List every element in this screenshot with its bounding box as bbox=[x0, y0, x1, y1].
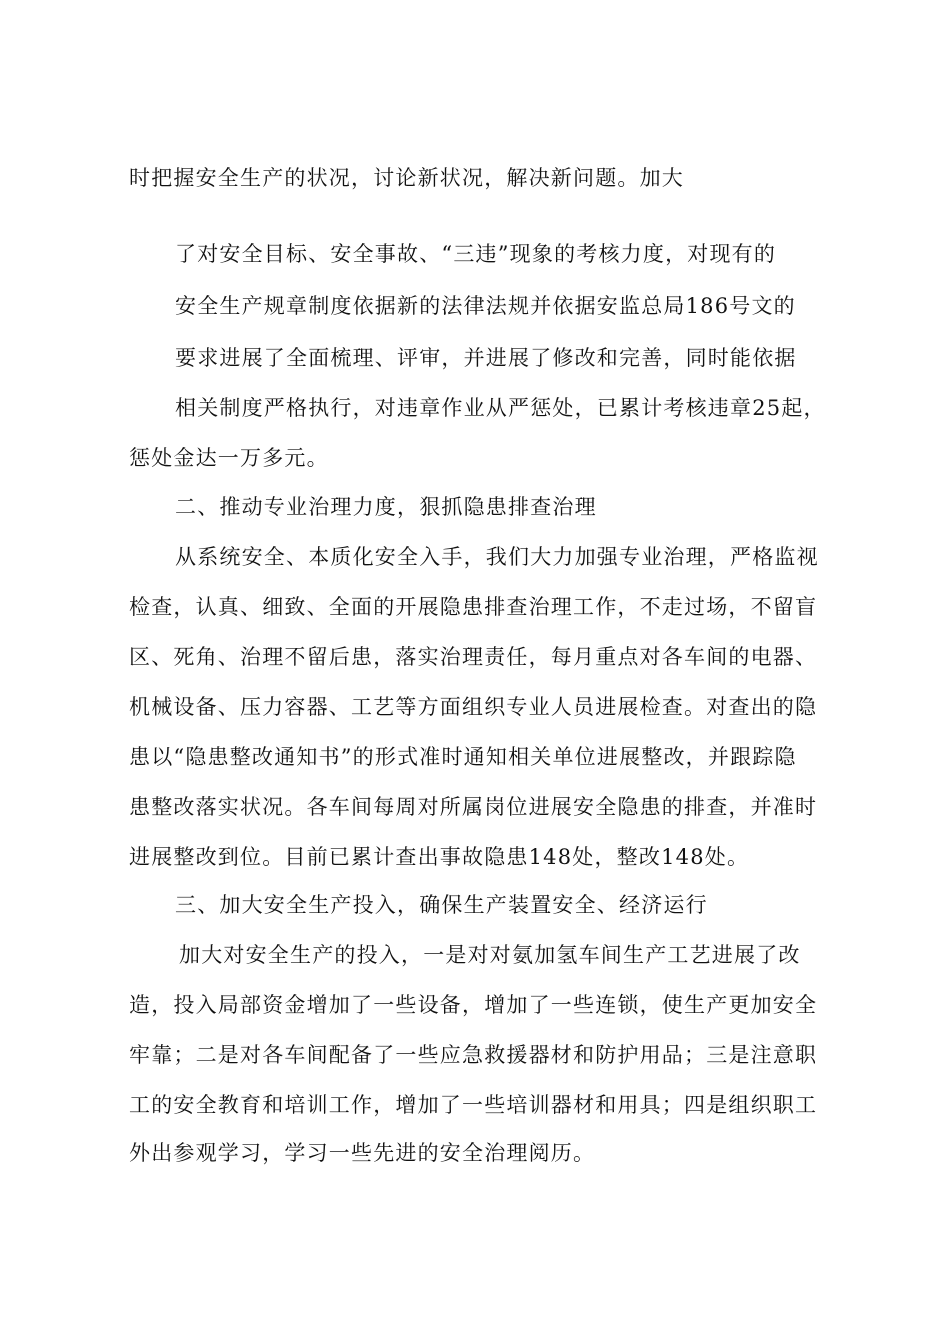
text-line: 检查，认真、细致、全面的开展隐患排查治理工作，不走过场，不留盲 bbox=[129, 595, 818, 619]
text-line: 进展整改到位。目前已累计查出事故隐患148处，整改148处。 bbox=[129, 845, 750, 869]
text-line: 安全生产规章制度依据新的法律法规并依据安监总局186号文的 bbox=[175, 294, 796, 318]
text-line: 加大对安全生产的投入，一是对对氨加氢车间生产工艺进展了改 bbox=[179, 943, 801, 967]
text-line: 工的安全教育和培训工作，增加了一些培训器材和用具；四是组织职工 bbox=[129, 1093, 818, 1117]
text-line: 惩处金达一万多元。 bbox=[129, 446, 329, 470]
text-line: 造，投入局部资金增加了一些设备，增加了一些连锁，使生产更加安全 bbox=[129, 993, 818, 1017]
text-line: 患以“隐患整改通知书”的形式准时通知相关单位进展整改，并跟踪隐 bbox=[129, 745, 797, 769]
text-line: 时把握安全生产的状况，讨论新状况，解决新问题。加大 bbox=[129, 166, 684, 190]
section-heading: 二、推动专业治理力度，狠抓隐患排查治理 bbox=[175, 495, 597, 519]
text-line: 要求进展了全面梳理、评审，并进展了修改和完善，同时能依据 bbox=[175, 346, 797, 370]
text-line: 了对安全目标、安全事故、“三违”现象的考核力度，对现有的 bbox=[175, 242, 777, 266]
text-line: 外出参观学习，学习一些先进的安全治理阅历。 bbox=[129, 1141, 596, 1165]
text-line: 区、死角、治理不留后患，落实治理责任，每月重点对各车间的电器、 bbox=[129, 645, 818, 669]
section-heading: 三、加大安全生产投入，确保生产装置安全、经济运行 bbox=[175, 893, 708, 917]
text-line: 牢靠；二是对各车间配备了一些应急救援器材和防护用品；三是注意职 bbox=[129, 1043, 818, 1067]
text-line: 相关制度严格执行，对违章作业从严惩处，已累计考核违章25起， bbox=[175, 396, 826, 420]
text-line: 患整改落实状况。各车间每周对所属岗位进展安全隐患的排查，并准时 bbox=[129, 795, 818, 819]
text-line: 从系统安全、本质化安全入手，我们大力加强专业治理，严格监视 bbox=[175, 545, 819, 569]
text-line: 机械设备、压力容器、工艺等方面组织专业人员进展检查。对查出的隐 bbox=[129, 695, 818, 719]
